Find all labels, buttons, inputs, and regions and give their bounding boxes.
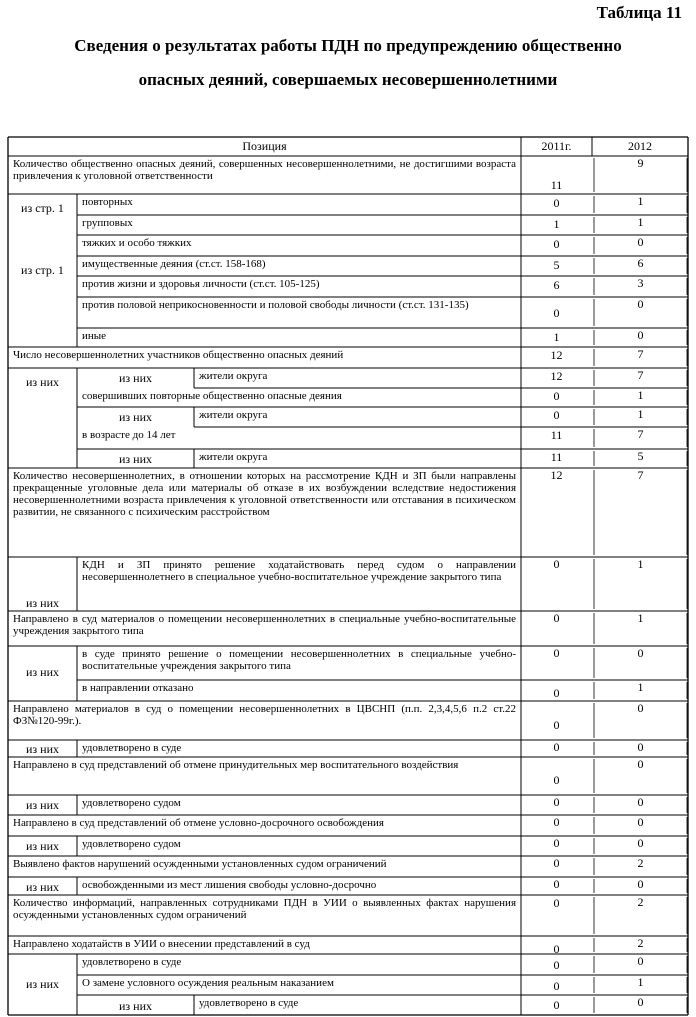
row-label: удовлетворено судом [82,838,181,850]
row-label: удовлетворено судом [82,797,181,809]
iz-str1-label-b: из стр. 1 [21,263,64,277]
value-2012: 5 [637,449,644,463]
value-2012: 0 [637,701,644,715]
value-2011: 0 [553,795,560,809]
value-2012: 2 [637,856,644,870]
row-label: против жизни и здоровья личности (ст.ст. 105-125) [82,278,320,290]
value-2012: 1 [637,680,644,694]
value-2012: 1 [637,975,644,989]
value-2012: 0 [637,954,644,968]
value-2012: 6 [637,256,644,270]
row-label: Направлено в суд представлений об отмене условно-досрочного освобождения [13,817,384,829]
row-label: в суде принято решение о помещении несовершеннолетних в специальные учебно-воспитательные учреждения закрытого типа [82,648,516,672]
row-label: Количество информаций, направленных сотрудниками ПДН в УИИ о выявленных фактах нарушения осужденными установленных судом ограничений [13,897,516,921]
value-2011: 0 [553,646,560,660]
header-2012: 2012 [628,139,652,153]
row-label: повторных [82,196,133,208]
value-2011: 0 [553,740,560,754]
value-2011: 11 [550,450,563,464]
value-2011: 0 [553,773,560,787]
value-2012: 0 [637,815,644,829]
table-number: Таблица 11 [596,3,682,22]
value-2012: 0 [637,757,644,771]
value-2012: 0 [637,646,644,660]
iz-nih-label-e: из них [25,596,59,610]
iz-str1-label-a: из стр. 1 [21,201,64,215]
row-label: Количество общественно опасных деяний, совершенных несовершеннолетними, не достигшими возраста привлечения к уголовной ответственности [13,158,516,182]
value-2012: 0 [637,235,644,249]
value-2012: 7 [637,347,644,361]
row-label: Выявлено фактов нарушений осужденными установленных судом ограничений [13,858,387,870]
value-2011: 0 [553,611,560,625]
iz-nih-label-c: из них [118,410,152,424]
iz-nih-label-g: из них [25,742,59,756]
value-2011: 1 [553,330,560,344]
row-label: Направлено ходатайств в УИИ о внесении представлений в суд [13,938,310,950]
row-label: жители округа [199,451,268,463]
row-label: удовлетворено в суде [199,997,299,1009]
iz-nih-label-d: из них [118,452,152,466]
value-2011: 0 [553,389,560,403]
header-position: Позиция [242,139,287,153]
iz-nih-label-k: из них [25,977,59,991]
row-label: О замене условного осуждения реальным наказанием [82,977,334,989]
value-2012: 9 [637,156,644,170]
page-title: Сведения о результатах работы ПДН по предупреждению общественно [74,36,622,55]
row-label: жители округа [199,409,268,421]
iz-nih-label-a: из них [25,375,59,389]
value-2012: 0 [637,297,644,311]
value-2011: 0 [553,979,560,993]
value-2012: 0 [637,795,644,809]
value-2011: 5 [553,258,560,272]
value-2011: 0 [553,196,560,210]
row-label: Число несовершеннолетних участников общественно опасных деяний [13,349,344,361]
row-label: удовлетворено в суде [82,956,182,968]
value-2011: 11 [550,178,563,192]
value-2011: 0 [553,306,560,320]
value-2012: 2 [637,895,644,909]
value-2011: 11 [550,428,563,442]
value-2011: 12 [550,369,563,383]
value-2012: 7 [637,468,644,482]
row-label: иные [82,330,107,342]
value-2011: 0 [553,877,560,891]
value-2012: 7 [637,427,644,441]
row-label: Направлено материалов в суд о помещении несовершеннолетних в ЦВСНП (п.п. 2,3,4,5,6 п.2 ст.22 ФЗ№120-99г.). [13,703,516,727]
value-2012: 1 [637,611,644,625]
value-2011: 0 [553,958,560,972]
header-2011: 2011г. [541,139,572,153]
value-2011: 0 [553,836,560,850]
value-2012: 1 [637,388,644,402]
value-2011: 12 [550,468,563,482]
value-2012: 0 [637,836,644,850]
value-2011: 0 [553,718,560,732]
row-label: групповых [82,217,133,229]
value-2011: 0 [553,856,560,870]
row-label: КДН и ЗП принято решение ходатайствовать перед судом о направлении несовершеннолетнего в специальное учебно-воспитательное учреждение закрытого типа [82,559,516,583]
row-label: удовлетворено в суде [82,742,182,754]
row-label: в возрасте до 14 лет [82,429,176,441]
value-2012: 0 [637,740,644,754]
value-2011: 1 [553,217,560,231]
iz-nih-label-b: из них [118,371,152,385]
iz-nih-label-i: из них [25,839,59,853]
iz-nih-label-h: из них [25,798,59,812]
row-label: имущественные деяния (ст.ст. 158-168) [82,258,266,270]
row-label: Направлено в суд представлений об отмене принудительных мер воспитательного воздействия [13,759,459,771]
value-2012: 0 [637,877,644,891]
iz-nih-label-f: из них [25,665,59,679]
row-label: в направлении отказано [82,682,194,694]
value-2011: 0 [553,408,560,422]
page-title-line2: опасных деяний, совершаемых несовершеннолетними [138,70,558,89]
row-label: Количество несовершеннолетних, в отношении которых на рассмотрение КДН и ЗП были направлены прекращенные уголовные дела или материалы об отказе в их возбуждении вследствие недостижения несовершеннолетними возраста привлечения к уголовной ответственности или отставания в психическом развитии, не связанного с психическим расстройством [13,470,516,518]
value-2011: 0 [553,557,560,571]
value-2011: 0 [553,942,560,954]
value-2012: 2 [637,936,644,950]
row-label: жители округа [199,370,268,382]
value-2011: 0 [553,896,560,910]
row-label: против половой неприкосновенности и половой свободы личности (ст.ст. 131-135) [82,299,469,311]
value-2012: 0 [637,995,644,1009]
value-2011: 0 [553,686,560,700]
iz-nih-label-l: из них [118,999,152,1013]
iz-nih-label-j: из них [25,880,59,894]
row-label: совершивших повторные общественно опасные деяния [82,390,342,402]
value-2012: 3 [637,276,644,290]
value-2012: 1 [637,215,644,229]
value-2012: 1 [637,194,644,208]
value-2012: 0 [637,328,644,342]
value-2011: 6 [553,278,560,292]
row-label: Направлено в суд материалов о помещении несовершеннолетних в специальные учебно-воспитательные учреждения закрытого типа [13,613,516,637]
value-2011: 12 [550,348,563,362]
row-label: освобожденными из мест лишения свободы условно-досрочно [82,879,377,891]
value-2011: 0 [553,815,560,829]
row-label: тяжких и особо тяжких [82,237,192,249]
value-2012: 1 [637,557,644,571]
value-2012: 1 [637,407,644,421]
value-2011: 0 [553,998,560,1012]
value-2011: 0 [553,237,560,251]
value-2012: 7 [637,368,644,382]
